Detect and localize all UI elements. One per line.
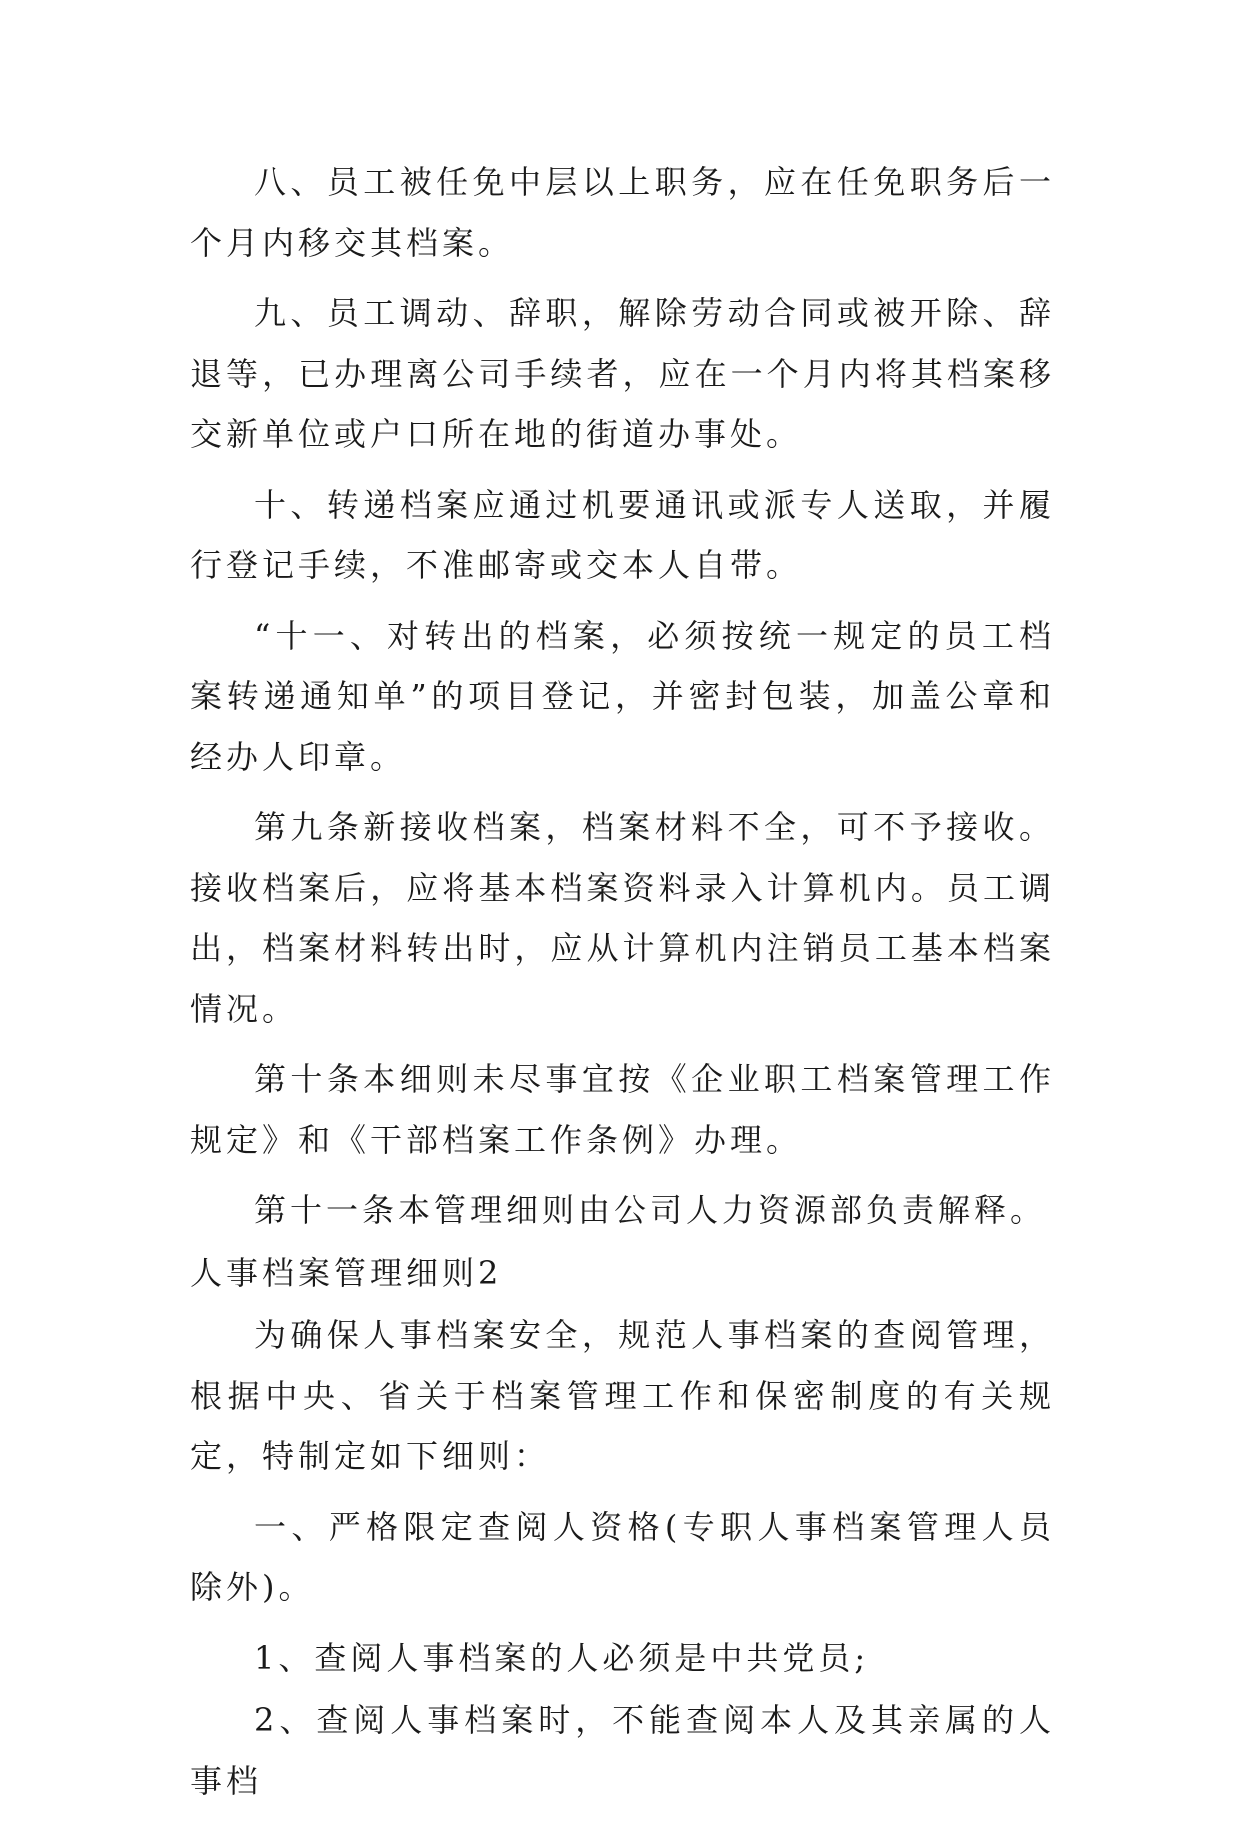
paragraph-item-8: 八、员工被任免中层以上职务，应在任免职务后一个月内移交其档案。 — [190, 163, 1055, 262]
paragraph-intro: 为确保人事档案安全，规范人事档案的查阅管理，根据中央、省关于档案管理工作和保密制度的有关规定，特制定如下细则： — [190, 1316, 1055, 1475]
paragraph-subrule-2: 2、查阅人事档案时，不能查阅本人及其亲属的人事档 — [190, 1701, 1055, 1800]
paragraph-item-9: 九、员工调动、辞职，解除劳动合同或被开除、辞退等，已办理离公司手续者，应在一个月内将其档案移交新单位或户口所在地的街道办事处。 — [190, 294, 1055, 453]
paragraph-article-11: 第十一条本管理细则由公司人力资源部负责解释。 — [254, 1191, 1047, 1229]
section-title: 人事档案管理细则2 — [190, 1253, 503, 1292]
paragraph-item-11: “十一、对转出的档案，必须按统一规定的员工档案转递通知单”的项目登记，并密封包装，加盖公章和经办人印章。 — [190, 616, 1055, 776]
paragraph-rule-1: 一、严格限定查阅人资格(专职人事档案管理人员除外)。 — [190, 1507, 1055, 1606]
document-body — [190, 152, 1055, 1821]
paragraph-article-10: 第十条本细则未尽事宜按《企业职工档案管理工作规定》和《干部档案工作条例》办理。 — [190, 1060, 1055, 1159]
paragraph-item-10: 十、转递档案应通过机要通讯或派专人送取，并履行登记手续，不准邮寄或交本人自带。 — [190, 485, 1055, 584]
paragraph-article-9: 第九条新接收档案，档案材料不全，可不予接收。接收档案后，应将基本档案资料录入计算机内。员工调出，档案材料转出时，应从计算机内注销员工基本档案情况。 — [190, 808, 1055, 1028]
paragraph-subrule-1: 1、查阅人事档案的人必须是中共党员; — [254, 1638, 870, 1677]
